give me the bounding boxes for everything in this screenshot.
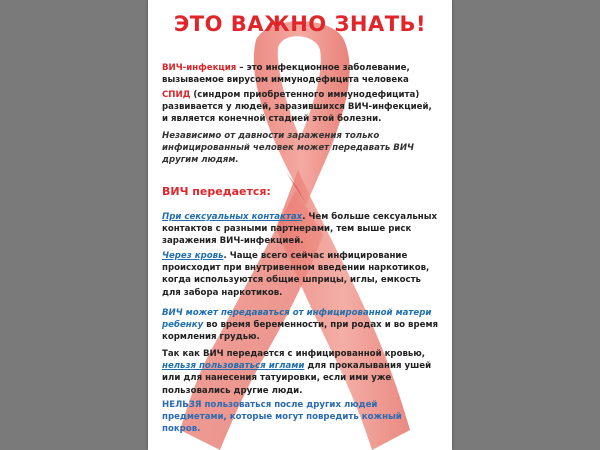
paragraph-needles bbox=[162, 348, 440, 397]
paragraph-sexual-contact bbox=[162, 211, 440, 248]
text-needles-before: Так как ВИЧ передается с инфицированной кровью, bbox=[162, 349, 425, 359]
text-skin-items: пользоваться после других людей предметами, которые могут повредить кожный покров. bbox=[162, 400, 402, 435]
paragraph-aids-definition bbox=[162, 89, 440, 126]
awareness-leaflet bbox=[148, 0, 452, 450]
text-mother-child: во время беременности, при родах и во время кормления грудью. bbox=[162, 320, 439, 343]
text-aids-definition: (синдром приобретенного иммунодефицита) развивается у людей, заразившихся ВИЧ-инфекцией, и является конечной стадией этой болезни. bbox=[162, 90, 432, 125]
paragraph-hiv-definition bbox=[162, 62, 440, 86]
paragraph-skin-items bbox=[162, 399, 440, 436]
leaflet-content bbox=[148, 0, 452, 450]
lead-blood: Через кровь bbox=[162, 251, 224, 261]
text-sexual-contact: . Чем больше сексуальных контактов с разными партнерами, тем выше риск заражения ВИЧ-инфекцией. bbox=[162, 212, 438, 247]
paragraph-mother-child bbox=[162, 307, 440, 344]
paragraph-blood bbox=[162, 250, 440, 299]
lead-sexual-contact: При сексуальных контактах bbox=[162, 212, 303, 222]
text-needles-after: для прокалывания ушей или для нанесения татуировки, если ими уже пользовались другие люди. bbox=[162, 361, 432, 396]
lead-mother-child: ВИЧ может передаваться от инфицированной матери ребенку bbox=[162, 308, 432, 331]
term-aids: СПИД bbox=[162, 90, 191, 100]
page-title: ЭТО ВАЖНО ЗНАТЬ! bbox=[173, 12, 427, 36]
lead-forbidden: НЕЛЬЗЯ bbox=[162, 400, 202, 410]
paragraph-transmission-note: Независимо от давности заражения только инфицированный человек может передавать ВИЧ другим людям. bbox=[162, 131, 414, 166]
emph-needles: нельзя пользоваться иглами bbox=[162, 361, 305, 372]
text-blood: . Чаще всего сейчас инфицирование происходит при внутривенном введении наркотиков, когда используются общие шприцы, иглы, емкость для забора наркотиков. bbox=[162, 251, 430, 298]
text-hiv-definition: – это инфекционное заболевание, вызываемое вирусом иммунодефицита человека bbox=[162, 63, 410, 86]
section-heading: ВИЧ передается: bbox=[162, 185, 271, 198]
term-hiv: ВИЧ-инфекция bbox=[162, 63, 237, 73]
